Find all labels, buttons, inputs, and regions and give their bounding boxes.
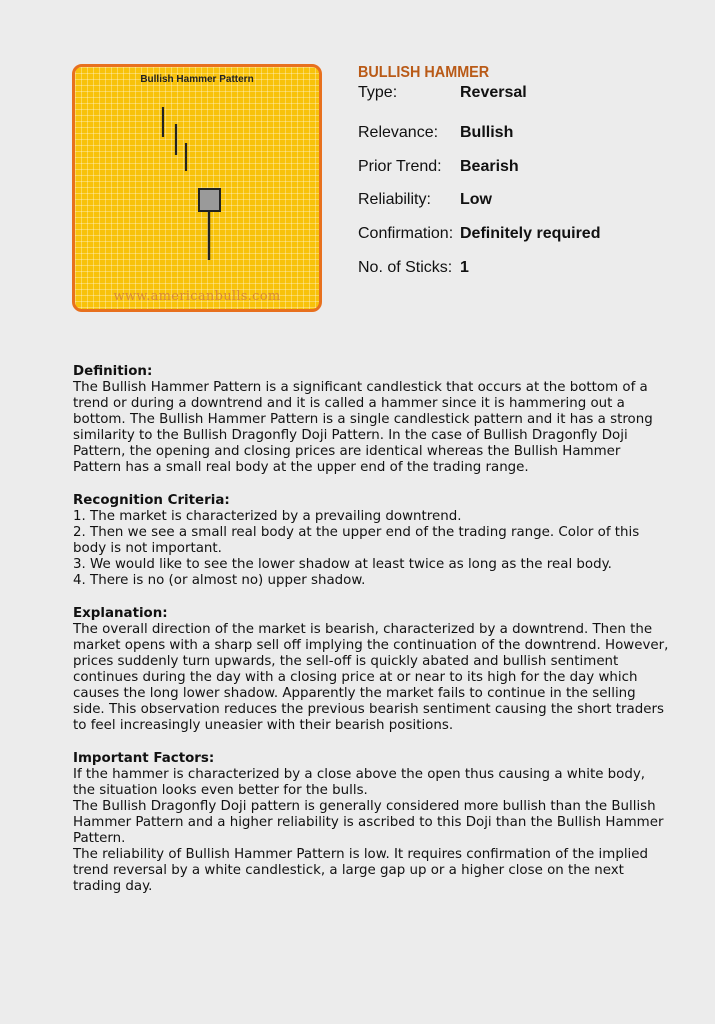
- text-line: The overall direction of the market is bearish, characterized by a downtrend. Then the: [73, 622, 653, 637]
- section-heading: Recognition Criteria:: [73, 493, 230, 508]
- text-line: trading day.: [73, 879, 153, 894]
- text-line: trend or during a downtrend and it is called a hammer since it is hammering out a: [73, 396, 625, 411]
- text-line: trend reversal by a white candlestick, a large gap up or a higher close on the next: [73, 863, 624, 878]
- text-line: the situation looks even better for the bulls.: [73, 783, 368, 798]
- watermark: www.americanbulls.com: [113, 289, 281, 304]
- text-line: body is not important.: [73, 541, 222, 556]
- info-label: Confirmation:: [358, 225, 454, 242]
- text-line: similarity to the Bullish Dragonfly Doji Pattern. In the case of Bullish Dragonfly Doji: [73, 428, 628, 443]
- text-line: market opens with a sharp sell off implying the continuation of the downtrend. However,: [73, 638, 669, 653]
- illustration-title: Bullish Hammer Pattern: [140, 74, 254, 85]
- info-value: Bullish: [460, 124, 514, 141]
- text-line: The Bullish Hammer Pattern is a significant candlestick that occurs at the bottom of a: [73, 380, 648, 395]
- section-heading: Important Factors:: [73, 751, 215, 766]
- important-factors-section: [73, 751, 673, 895]
- hammer-body: [199, 189, 220, 211]
- section-heading: Definition:: [73, 364, 153, 379]
- text-line: 4. There is no (or almost no) upper shadow.: [73, 573, 366, 588]
- explanation-section: [73, 606, 673, 734]
- text-line: If the hammer is characterized by a close above the open thus causing a white body,: [73, 767, 646, 782]
- text-line: bottom. The Bullish Hammer Pattern is a single candlestick pattern and it has a strong: [73, 412, 653, 427]
- text-line: to feel increasingly uneasier with their bearish positions.: [73, 718, 454, 733]
- info-label: Prior Trend:: [358, 158, 442, 175]
- info-value: Bearish: [460, 158, 519, 175]
- text-line: Pattern has a small real body at the upper end of the trading range.: [73, 460, 529, 475]
- text-line: The Bullish Dragonfly Doji pattern is generally considered more bullish than the Bullish: [73, 799, 656, 814]
- section-heading: Explanation:: [73, 606, 168, 621]
- info-label: Relevance:: [358, 124, 439, 141]
- text-line: 3. We would like to see the lower shadow at least twice as long as the real body.: [73, 557, 612, 572]
- info-label: No. of Sticks:: [358, 259, 453, 276]
- candlestick-drawing: [75, 67, 319, 309]
- text-line: prices suddenly turn upwards, the sell-off is quickly abated and bullish sentiment: [73, 654, 619, 669]
- info-value: Low: [460, 191, 492, 208]
- text-line: 2. Then we see a small real body at the upper end of the trading range. Color of this: [73, 525, 640, 540]
- definition-section: [73, 364, 673, 476]
- info-value: Reversal: [460, 84, 527, 101]
- info-label: Reliability:: [358, 191, 431, 208]
- text-line: Hammer Pattern and a higher reliability is ascribed to this Doji than the Bullish Hammer: [73, 815, 664, 830]
- pattern-name: BULLISH HAMMER: [358, 64, 490, 81]
- text-line: 1. The market is characterized by a prevailing downtrend.: [73, 509, 462, 524]
- info-value: 1: [460, 259, 469, 276]
- info-value: Definitely required: [460, 225, 601, 242]
- pattern-illustration: [72, 64, 322, 312]
- text-line: causes the long lower shadow. Apparently the market fails to continue in the selling: [73, 686, 636, 701]
- text-line: The reliability of Bullish Hammer Pattern is low. It requires confirmation of the implied: [73, 847, 648, 862]
- recognition-section: [73, 493, 673, 589]
- info-label: Type:: [358, 84, 398, 101]
- text-line: continues during the day with a closing price at or near to its high for the day which: [73, 670, 638, 685]
- text-line: Pattern.: [73, 831, 126, 846]
- text-line: side. This observation reduces the previous bearish sentiment causing the short traders: [73, 702, 664, 717]
- text-line: Pattern, the opening and closing prices are identical whereas the Bullish Hammer: [73, 444, 621, 459]
